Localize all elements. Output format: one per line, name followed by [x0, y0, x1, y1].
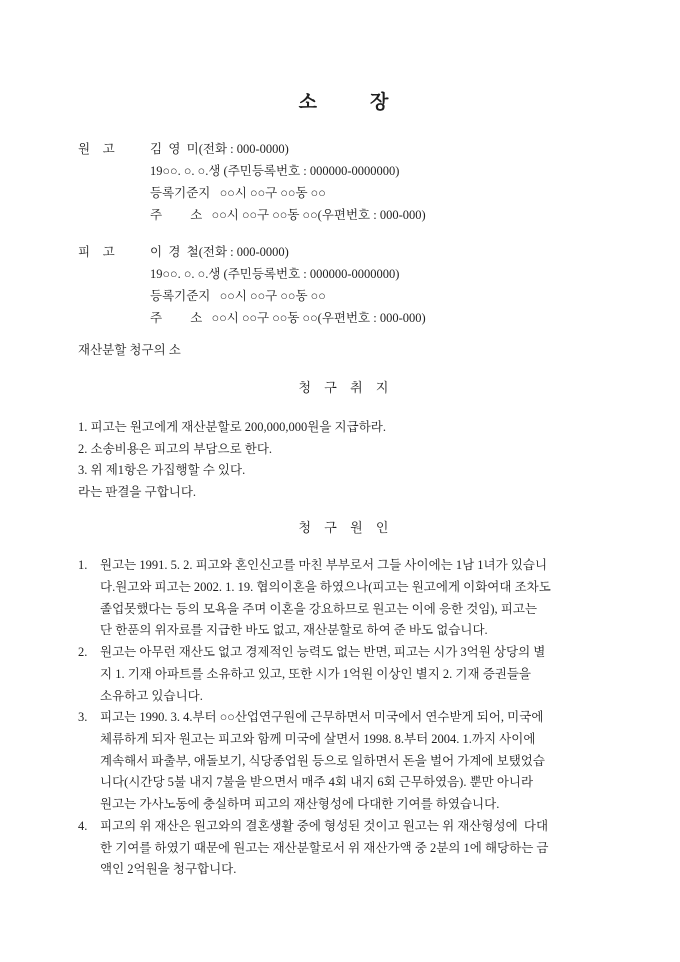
cause-item-1-number: 1. — [78, 558, 88, 573]
document-title-char-jang: 장 — [370, 92, 390, 113]
plaintiff-role-label: 원 고 — [78, 142, 115, 156]
cause-item-1-text — [100, 555, 610, 642]
purpose-closing: 라는 판결을 구합니다. — [78, 484, 197, 499]
cause-line: 졸업못했다는 등의 모욕을 주며 이혼을 강요하므로 원고는 이에 응한 것임), 피고는 — [100, 601, 538, 616]
cause-item-4-number: 4. — [78, 818, 88, 833]
document-title — [78, 92, 610, 114]
cause-item-3-number: 3. — [78, 710, 88, 725]
defendant-name: 이 경 철(전화 : 000-0000) — [150, 245, 289, 259]
cause-line: 피고의 위 재산은 원고와의 결혼생활 중에 형성된 것이고 원고는 위 재산형성에 다대 — [100, 818, 549, 833]
cause-heading: 청 구 원 인 — [298, 520, 390, 536]
cause-line: 다.원고와 피고는 2002. 1. 19. 협의이혼을 하였으나(피고는 원고에게 이화여대 조차도 — [100, 580, 551, 595]
cause-item-2 — [78, 642, 610, 707]
case-name: 재산분할 청구의 소 — [78, 343, 181, 357]
cause-line: 액인 2억원을 청구합니다. — [100, 862, 237, 877]
purpose-section — [78, 417, 610, 503]
cause-item-3 — [78, 707, 610, 816]
cause-line: 원고는 1991. 5. 2. 피고와 혼인신고를 마친 부부로서 그들 사이에는 1남 1녀가 있습니 — [100, 558, 548, 573]
cause-line: 니다(시간당 5불 내지 7불을 받으면서 매주 4회 내지 6회 근무하였음). 뿐만 아니라 — [100, 775, 534, 790]
defendant-name-row — [78, 241, 610, 263]
purpose-item-1: 1. 피고는 원고에게 재산분할로 200,000,000원을 지급하라. — [78, 420, 386, 434]
defendant-registry-line: 등록기준지 ○○시 ○○구 ○○동 ○○ — [150, 289, 326, 303]
cause-line: 한 기여를 하였기 때문에 원고는 재산분할로서 위 재산가액 중 2분의 1에 해당하는 금 — [100, 840, 549, 855]
document-title-char-so: 소 — [298, 92, 318, 113]
cause-line: 피고는 1990. 3. 4.부터 ○○산업연구원에 근무하면서 미국에서 연수받게 되어, 미국에 — [100, 710, 544, 725]
defendant-role-label: 피 고 — [78, 245, 115, 259]
cause-line: 지 1. 기재 아파트를 소유하고 있고, 또한 시가 1억원 이상인 별지 2. 기재 증권들을 — [100, 666, 532, 681]
purpose-item-3: 3. 위 제1항은 가집행할 수 있다. — [78, 463, 246, 478]
plaintiff-block — [78, 138, 610, 226]
purpose-heading: 청 구 취 지 — [298, 380, 390, 395]
cause-item-2-text — [100, 642, 610, 707]
cause-line: 원고는 가사노동에 충실하며 피고의 재산형성에 다대한 기여를 하였습니다. — [100, 797, 500, 812]
cause-item-2-number: 2. — [78, 645, 88, 660]
cause-section — [78, 555, 610, 881]
cause-line: 단 한푼의 위자료를 지급한 바도 없고, 재산분할로 하여 준 바도 없습니다. — [100, 623, 488, 638]
cause-item-3-text — [100, 707, 610, 816]
defendant-birth-line: 19○○. ○. ○.생 (주민등록번호 : 000000-0000000) — [150, 267, 400, 281]
cause-line: 체류하게 되자 원고는 피고와 함께 미국에 살면서 1998. 8.부터 2004. 1.까지 사이에 — [100, 732, 536, 746]
cause-item-4 — [78, 816, 610, 881]
defendant-address-line: 주 소 ○○시 ○○구 ○○동 ○○(우편번호 : 000-000) — [150, 311, 426, 325]
purpose-item-2: 2. 소송비용은 피고의 부담으로 한다. — [78, 441, 273, 456]
cause-line: 소유하고 있습니다. — [100, 688, 203, 703]
plaintiff-name: 김 영 미(전화 : 000-0000) — [150, 142, 289, 156]
defendant-block — [78, 241, 610, 329]
plaintiff-birth-line: 19○○. ○. ○.생 (주민등록번호 : 000000-0000000) — [150, 164, 400, 178]
cause-item-4-text — [100, 816, 610, 881]
cause-line: 계속해서 파출부, 애돌보기, 식당종업원 등으로 일하면서 돈을 벌어 가계에 보탰었습 — [100, 753, 545, 768]
cause-line: 원고는 아무런 재산도 없고 경제적인 능력도 없는 반면, 피고는 시가 3억원 상당의 별 — [100, 645, 546, 660]
cause-item-1 — [78, 555, 610, 642]
plaintiff-registry-line: 등록기준지 ○○시 ○○구 ○○동 ○○ — [150, 186, 326, 200]
plaintiff-address-line: 주 소 ○○시 ○○구 ○○동 ○○(우편번호 : 000-000) — [150, 208, 426, 222]
plaintiff-name-row — [78, 138, 610, 160]
